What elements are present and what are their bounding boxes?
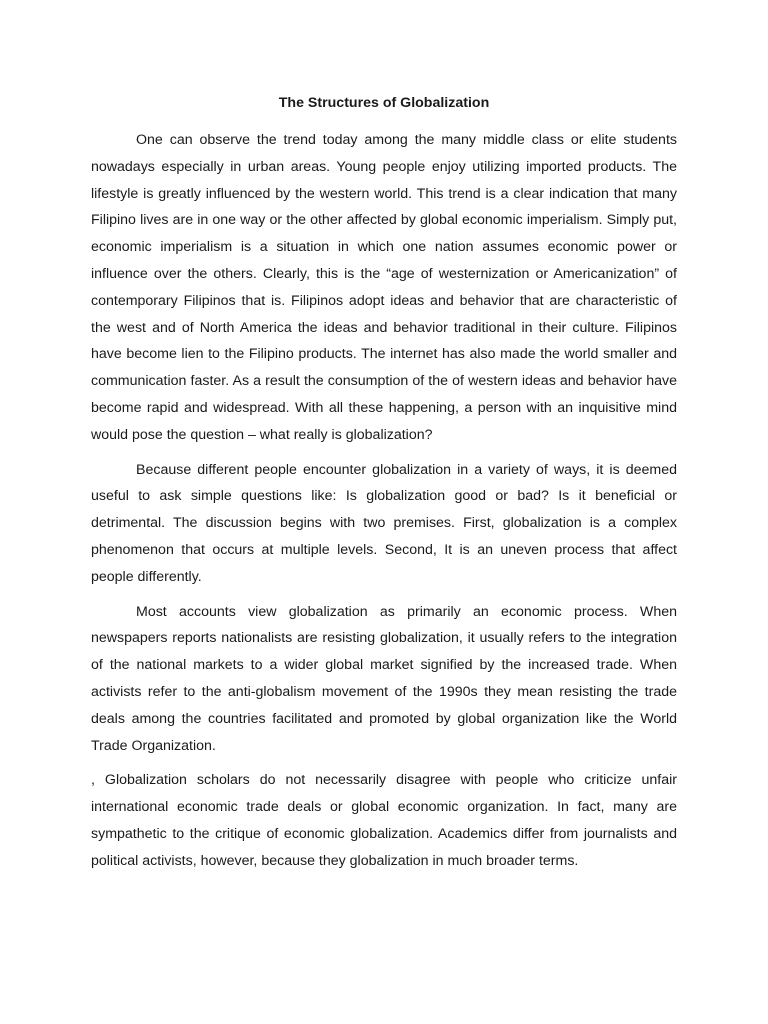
- paragraph-1: One can observe the trend today among the many middle class or elite students nowadays especially in urban areas. Young people enjoy utilizing imported products. The lifestyle is greatly influenced by the western world. This trend is a clear indication that many Filipino lives are in one way or the other affected by global economic imperialism. Simply put, economic imperialism is a situation in which one nation assumes economic power or influence over the others. Clearly, this is the “age of westernization or Americanization” of contemporary Filipinos that is. Filipinos adopt ideas and behavior that are characteristic of the west and of North America the ideas and behavior traditional in their culture. Filipinos have become lien to the Filipino products. The internet has also made the world smaller and communication faster. As a result the consumption of the of western ideas and behavior have become rapid and widespread. With all these happening, a person with an inquisitive mind would pose the question – what really is globalization?: [91, 132, 677, 443]
- document-title: The Structures of Globalization: [278, 95, 490, 111]
- document-body: [91, 127, 677, 883]
- paragraph-2: Because different people encounter globalization in a variety of ways, it is deemed useful to ask simple questions like: Is globalization good or bad? Is it beneficial or detrimental. The discussion begins with two premises. First, globalization is a complex phenomenon that occurs at multiple levels. Second, It is an uneven process that affect people differently.: [91, 461, 677, 585]
- paragraph-3: Most accounts view globalization as primarily an economic process. When newspapers reports nationalists are resisting globalization, it usually refers to the integration of the national markets to a wider global market signified by the increased trade. When activists refer to the anti-globalism movement of the 1990s they mean resisting the trade deals among the countries facilitated and promoted by global organization like the World Trade Organization.: [91, 603, 677, 754]
- paragraph-4: , Globalization scholars do not necessarily disagree with people who criticize unfair international economic trade deals or global economic organization. In fact, many are sympathetic to the critique of economic globalization. Academics differ from journalists and political activists, however, because they globalization in much broader terms.: [91, 772, 677, 869]
